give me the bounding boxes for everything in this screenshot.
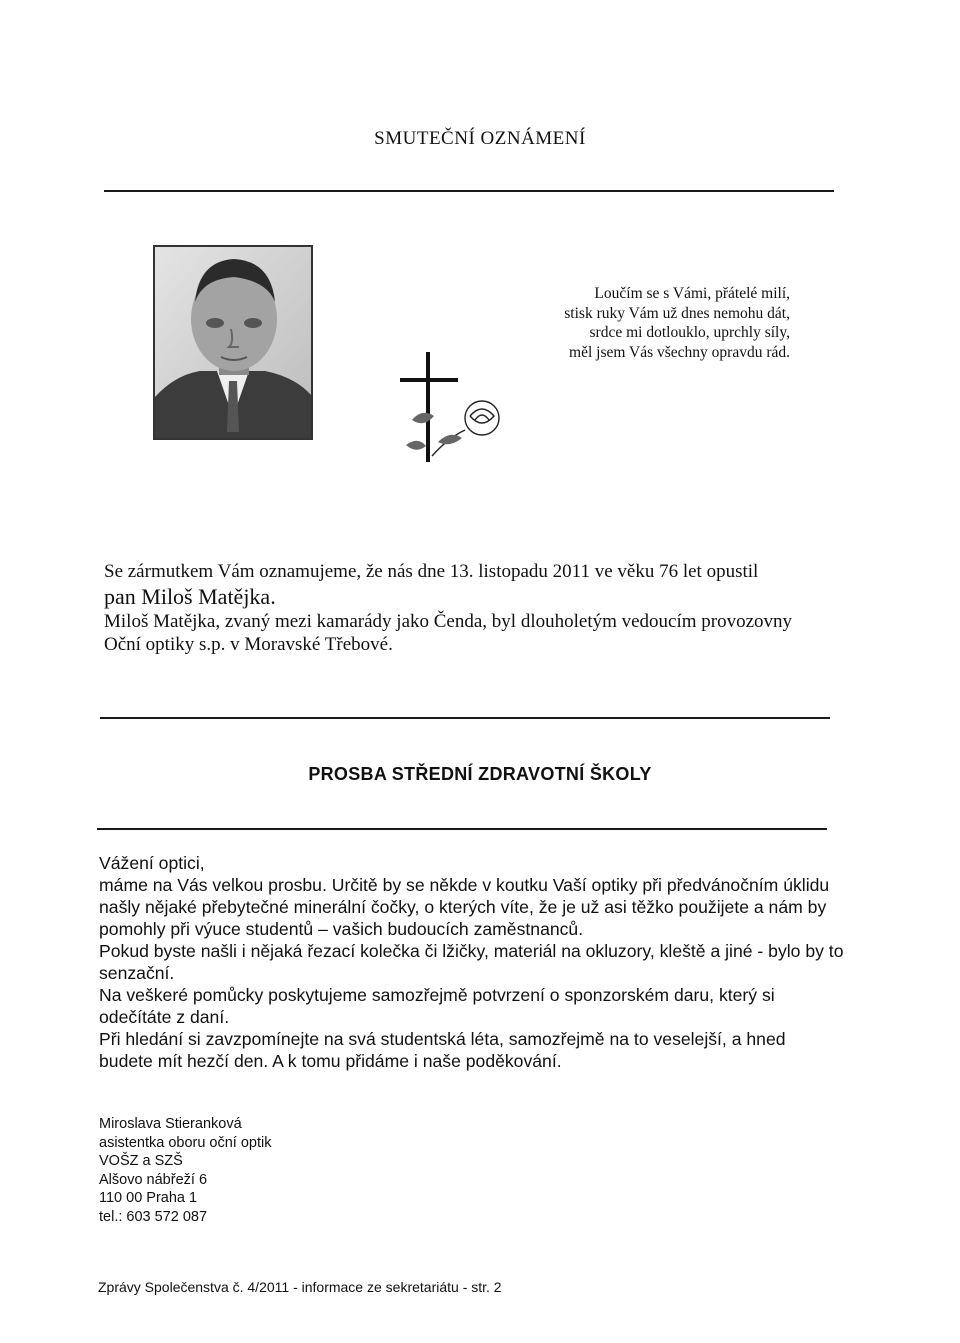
poem-line: Loučím se s Vámi, přátelé milí, [594, 285, 790, 302]
letter-paragraph: Vážení optici, máme na Vás velkou prosbu. Určitě by se někde v koutku Vaší optiky při předvánočním úklidu našly nějaké přebytečné minerální čočky, o kterých víte, že je už asi těžko použijete a nám by pomohly při výuce studentů – vašich budoucích zaměstnanců. [99, 853, 830, 939]
letter-paragraph: Na veškeré pomůcky poskytujeme samozřejmě potvrzení o sponzorském daru, který si odečítáte z daní. [99, 985, 775, 1027]
letter-paragraph: Pokud byste našli i nějaká řezací kolečka či lžičky, materiál na okluzory, kleště a jiné - bylo by to senzační. [99, 941, 844, 983]
signature-role: asistentka oboru oční optik [99, 1134, 272, 1151]
signature-street: Alšovo nábřeží 6 [99, 1171, 208, 1188]
signature-city: 110 00 Praha 1 [99, 1190, 198, 1206]
signature-block [99, 1115, 272, 1226]
detail-line: Miloš Matějka, zvaný mezi kamarády jako Čenda, byl dlouholetým vedoucím provozovny [104, 611, 793, 632]
cross-with-rose-icon [378, 350, 518, 470]
letter-paragraph: Při hledání si zavzpomínejte na svá studentská léta, samozřejmě na to veselejší, a hned budete mít hezčí den. A k tomu přidáme i naše poděkování. [99, 1029, 786, 1071]
poem-line: stisk ruky Vám už dnes nemohu dát, [564, 304, 790, 322]
announcement-title: SMUTEČNÍ OZNÁMENÍ [374, 128, 586, 149]
divider-top [104, 190, 834, 192]
portrait-photo [153, 245, 313, 440]
signature-phone: tel.: 603 572 087 [99, 1208, 208, 1225]
deceased-name: pan Miloš Matějka. [104, 584, 276, 609]
signature-name: Miroslava Stieranková [99, 1116, 242, 1132]
page-footer: Zprávy Společenstva č. 4/2011 - informace ze sekretariátu - str. 2 [98, 1279, 502, 1295]
poem-line: srdce mi dotlouklo, uprchly síly, [589, 324, 790, 341]
divider-middle [100, 717, 830, 719]
signature-school: VOŠZ a SZŠ [99, 1153, 183, 1169]
request-title: PROSBA STŘEDNÍ ZDRAVOTNÍ ŠKOLY [308, 764, 652, 784]
intro-line: Se zármutkem Vám oznamujeme, že nás dne 13. listopadu 2011 ve věku 76 let opustil [104, 561, 759, 582]
detail-line: Oční optiky s.p. v Moravské Třebové. [104, 634, 393, 655]
poem-line: měl jsem Vás všechny opravdu rád. [569, 343, 790, 361]
request-letter [99, 852, 844, 1072]
farewell-poem [564, 284, 790, 362]
announcement-text [104, 560, 844, 656]
divider-lower [97, 828, 827, 830]
